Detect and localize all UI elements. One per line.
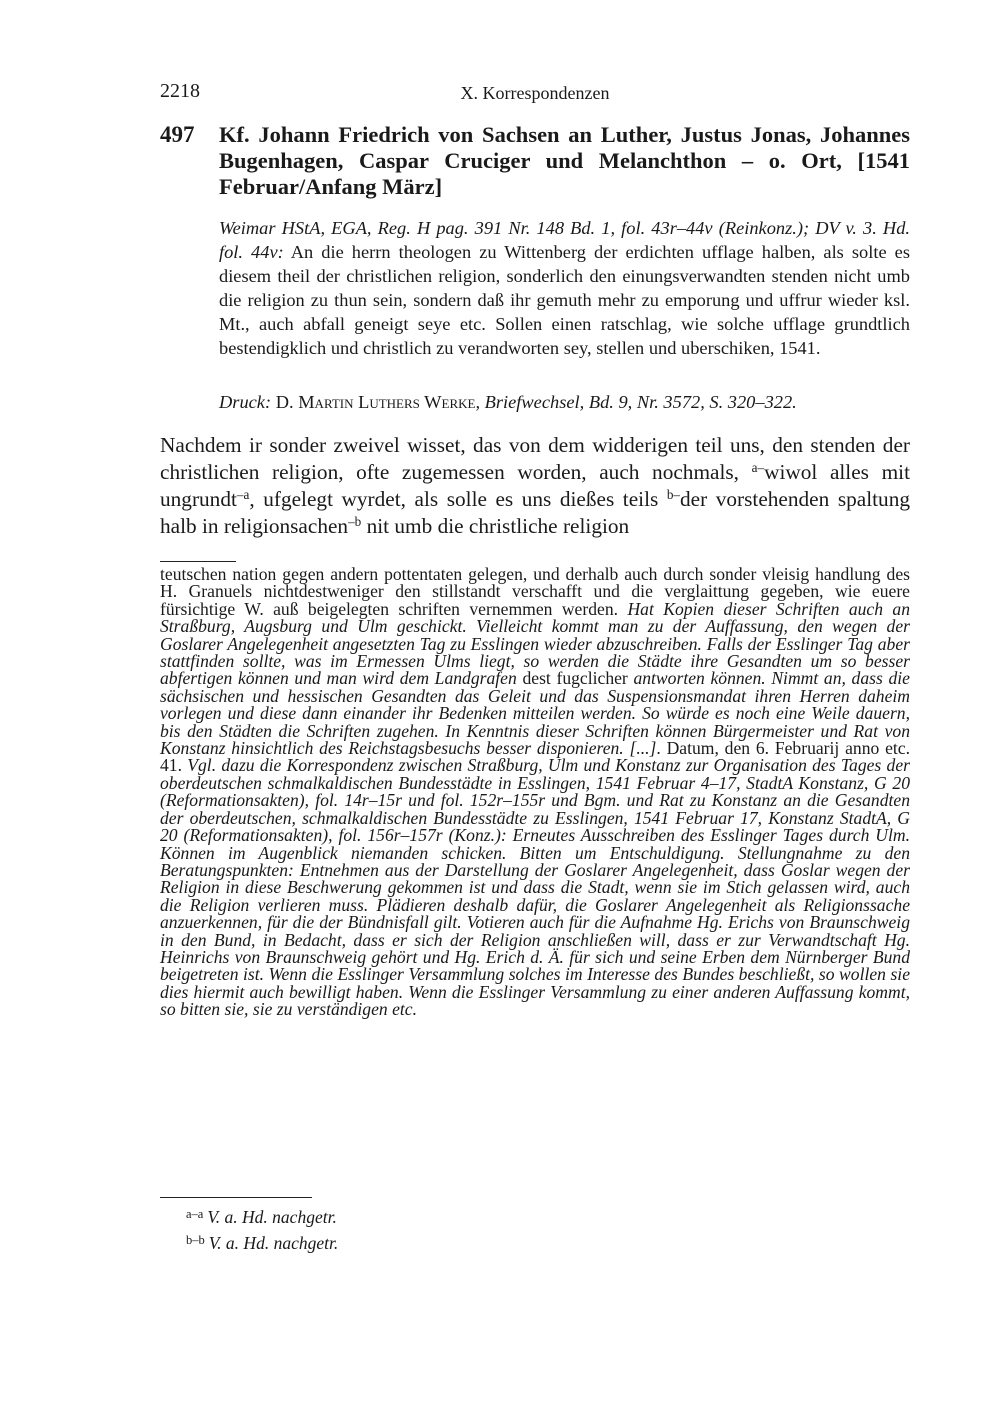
main-text-part: , ufgelegt wyrdet, als solle es uns dießes teils [249, 487, 667, 511]
apparatus-note: V. a. Hd. nachgetr. [208, 1233, 339, 1253]
entry-heading: Kf. Johann Friedrich von Sachsen an Luther, Justus Jonas, Johannes Bugenhagen, Caspar Cruciger und Melanchthon – o. Ort, [1541 Februar/Anfang März] [219, 122, 910, 199]
print-label: Druck: [219, 392, 272, 412]
running-head [160, 80, 910, 106]
page-number: 2218 [160, 80, 200, 102]
main-text-part: wiwol alles mit ungrundt [160, 460, 910, 511]
archive-reference: Weimar HStA, EGA, Reg. H pag. 391 Nr. 148 Bd. 1, fol. 43r–44v (Reinkonz.); DV v. 3. Hd. fol. 44v: [219, 218, 910, 262]
dorsal-note: An die herrn theologen zu Wittenberg der erdichten ufflage halben, als solte es diesem theil der christlichen religion, sonderlich den einungsverwandten stenden nicht umb die religion zu thun sein, sondern daß ihr gemuth mehr zu emporung und uffrur wieder ksl. Mt., auch abfall geneigt seye etc. Sollen einen ratschlag, wie solche ufflage grundtlich bestendigklich und christlich zu verandworten sey, stellen und uberschiken, 1541. [219, 242, 910, 358]
print-work: Martin Luthers Werke [298, 392, 476, 412]
apparatus-lemma: b–b [186, 1233, 205, 1247]
apparatus-note: V. a. Hd. nachgetr. [207, 1207, 337, 1227]
apparatus-entry [186, 1203, 786, 1229]
print-prefix: D. [275, 392, 294, 412]
footnote-commentary: Vgl. dazu die Korrespondenz zwischen Straßburg, Ulm und Konstanz zur Organisation des Tages der oberdeutschen schmalkaldischen Bundesstädte in Esslingen, 1541 Februar 4–17, StadtA Konstanz, G 20 (Reformationsakten), fol. 14r–15r und fol. 152r–155r und Bgm. und Rat zu Konstanz an die Gesandten der oberdeutschen, schmalkaldischen Bundesstädte zu Esslingen, 1541 Februar 17, Konstanz StadtA, G 20 (Reformationsakten), fol. 156r–157r (Konz.): Erneutes Ausschreiben des Esslinger Tages durch Ulm. Können im Augenblick niemanden schicken. Bitten um Entschuldigung. Stellungnahme zu den Beratungspunkten: Entnehmen aus der Darstellung der Goslarer Angelegenheit, dass Goslar wegen der Religion in diese Beschwerung gekommen ist und dass die Stadt, wenn sie im Stich gelassen wird, auch die Religion verlieren muss. Plädieren deshalb dafür, die Goslarer Angelegenheit als Religionssache anzuerkennen, für die der Bündnisfall gilt. Votieren auch für die Aufnahme Hg. Erichs von Braunschweig in den Bund, in Bedacht, dass er sich der Religion anschließen will, dass er zur Verwandtschaft Hg. Heinrichs von Braunschweig gehört und Hg. Erich d. Ä. für sich und seine Erben dem Nürnberger Bund beigetreten ist. Wenn die Esslinger Versammlung solches im Interesse des Bundes beschließt, so wollen sie dies hiermit auch bewilligt haben. Wenn die Esslinger Versammlung zu einer anderen Auffassung kommt, so bitten sie, sie zu verständigen etc. [160, 755, 910, 1020]
main-text-part: nit umb die christliche religion [361, 514, 630, 538]
apparatus-lemma: a–a [186, 1207, 204, 1221]
critical-apparatus [186, 1203, 786, 1255]
apparatus-entry [186, 1229, 786, 1255]
footnote-continuation [160, 566, 910, 1019]
print-reference [219, 390, 910, 414]
footnote-quote: teutschen nation gegen andern pottentaten gelegen, und derhalb auch durch sonder vleisig handlung des H. Granuels nichtdestweniger den stillstandt verschafft und die verglaittung gegeben, wie euere fürsichtige W. auß beigelegten schriften vernemmen werden. [160, 564, 910, 619]
apparatus-mark-b-open: b– [666, 486, 681, 502]
source-description [219, 216, 910, 360]
footnote-quote: . Datum, den 6. Februarij anno etc. 41. [160, 738, 911, 776]
apparatus-divider [160, 1197, 312, 1198]
footnote-commentary: antworten können. Nimmt an, dass die sächsischen und hessischen Gesandten das Geleit und das Suspensionsmandat ihren Herren daheim vorlegen und diese dann einander ihr Bedenken mitteilen werden. So würde es noch eine Weile dauern, bis den Städten die Schriften zugehen. In Kenntnis dieser Schriften können Bürgermeister und Rat von Konstanz hinsichtlich des Reichstagsbesuchs besser disponieren. [...] [160, 668, 910, 759]
apparatus-mark-a-open: a– [751, 459, 765, 475]
main-text [160, 432, 910, 540]
print-citation: , Briefwechsel, Bd. 9, Nr. 3572, S. 320–322. [475, 392, 797, 412]
apparatus-mark-a-close: –a [236, 486, 250, 502]
apparatus-mark-b-close: –b [348, 513, 362, 529]
entry-number: 497 [160, 122, 195, 147]
footnote-divider [160, 561, 236, 562]
footnote-commentary: Hat Kopien dieser Schriften auch an Straßburg, Augsburg und Ulm geschickt. Vielleicht kommt man zu der Auffassung, den wegen der Goslarer Angelegenheit angesetzten Tag zu Esslingen wieder abzuschreiben. Falls der Esslinger Tag aber stattfinden sollte, was im Ermessen Ulms liegt, so werden die Städte ihre Gesandten um so besser abfertigen können und man wird dem Landgrafen [160, 598, 911, 689]
footnote-quote: dest fugclicher [522, 668, 628, 689]
main-text-part: Nachdem ir sonder zweivel wisset, das von dem widderigen teil uns, den stenden der christlichen religion, ofte zugemessen worden, auch nochmals, [160, 433, 910, 484]
section-title: X. Korrespondenzen [460, 83, 610, 103]
main-text-part: der vorstehenden spaltung halb in religionsachen [160, 487, 910, 538]
